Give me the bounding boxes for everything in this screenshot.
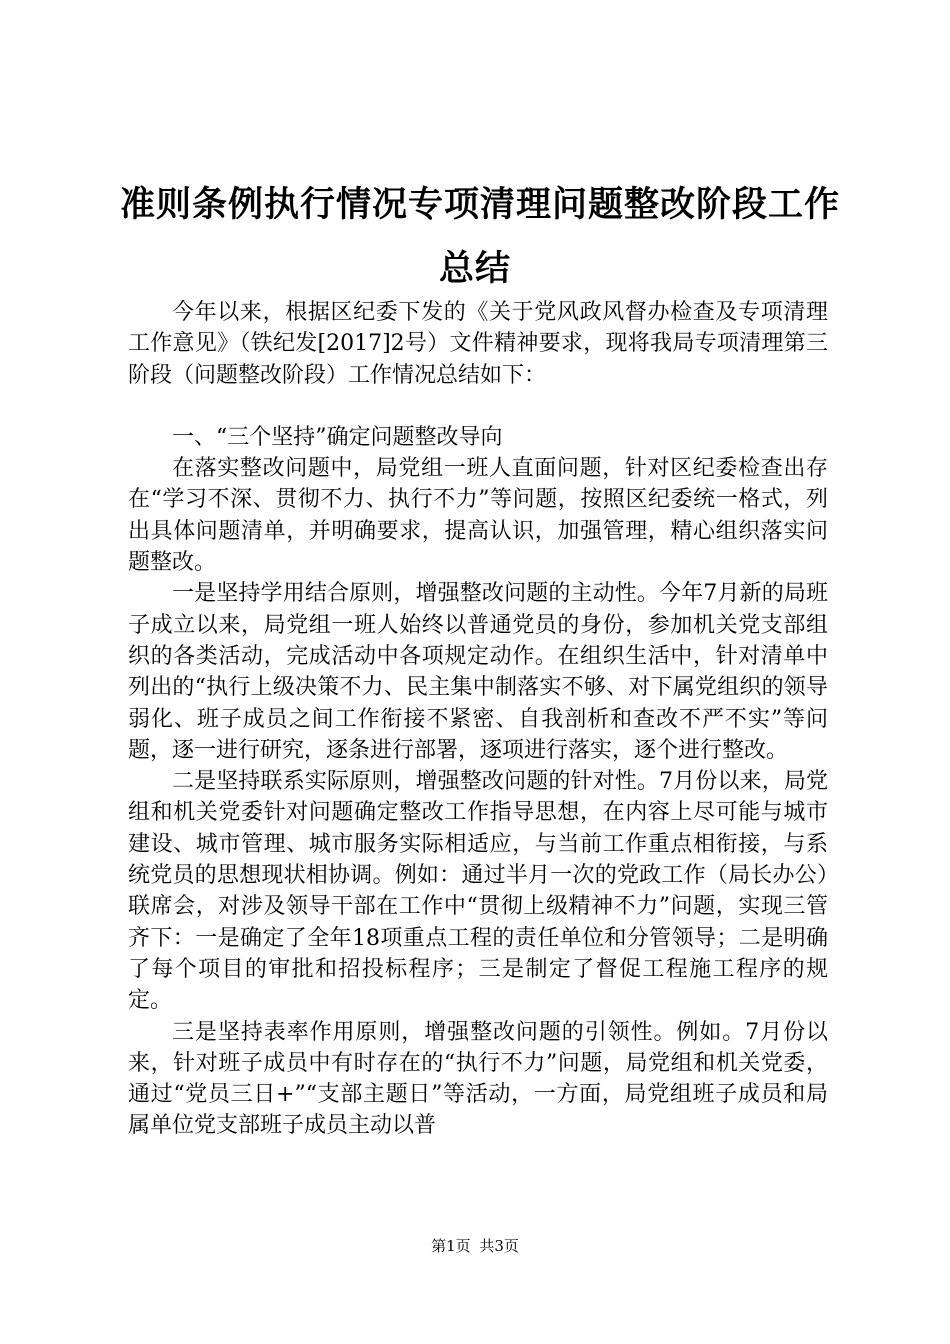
section-heading: 一、“三个坚持”确定问题整改导向 [172,424,503,450]
body-paragraph: 二是坚持联系实际原则，增强整改问题的针对性。7月份以来，局党组和机关党委针对问题确定整改工作指导思想，在内容上尽可能与城市建设、城市管理、城市服务实际相适应，与当前工作重点相衔接，与系统党员的思想现状相协调。例如：通过半月一次的党政工作（局长办公）联席会，对涉及领导干部在工作中“贯彻上级精神不力”问题，实现三管齐下：一是确定了全年18项重点工程的责任单位和分管领导；二是明确了每个项目的审批和招投标程序；三是制定了督促工程施工程序的规定。 [128,769,828,1014]
document-title-line-2: 总结 [438,249,511,289]
body-paragraph: 三是坚持表率作用原则，增强整改问题的引领性。例如。7月份以来，针对班子成员中有时存在的“执行不力”问题，局党组和机关党委，通过“党员三日+”“支部主题日”等活动，一方面，局党组班子成员和局属单位党支部班子成员主动以普 [128,1019,828,1139]
document-title-line-1: 准则条例执行情况专项清理问题整改阶段工作 [120,185,841,225]
document-body [128,297,828,1142]
body-paragraph: 一是坚持学用结合原则，增强整改问题的主动性。今年7月新的局班子成立以来，局党组一班人始终以普通党员的身份，参加机关党支部组织的各类活动，完成活动中各项规定动作。在组织生活中，针对清单中列出的“执行上级决策不力、民主集中制落实不够、对下属党组织的领导弱化、班子成员之间工作衔接不紧密、自我剖析和查改不严不实”等问题，逐一进行研究，逐条进行部署，逐项进行落实，逐个进行整改。 [128,581,828,763]
page-footer [0,1235,950,1256]
page-number: 第1页 [431,1237,471,1255]
page-total: 共3页 [479,1237,519,1255]
intro-paragraph: 今年以来，根据区纪委下发的《关于党风政风督办检查及专项清理工作意见》（铁纪发[2017]2号）文件精神要求，现将我局专项清理第三阶段（问题整改阶段）工作情况总结如下： [128,300,828,388]
body-paragraph: 在落实整改问题中，局党组一班人直面问题，针对区纪委检查出存在“学习不深、贯彻不力、执行不力”等问题，按照区纪委统一格式，列出具体问题清单，并明确要求，提高认识，加强管理，精心组织落实问题整改。 [128,456,828,576]
